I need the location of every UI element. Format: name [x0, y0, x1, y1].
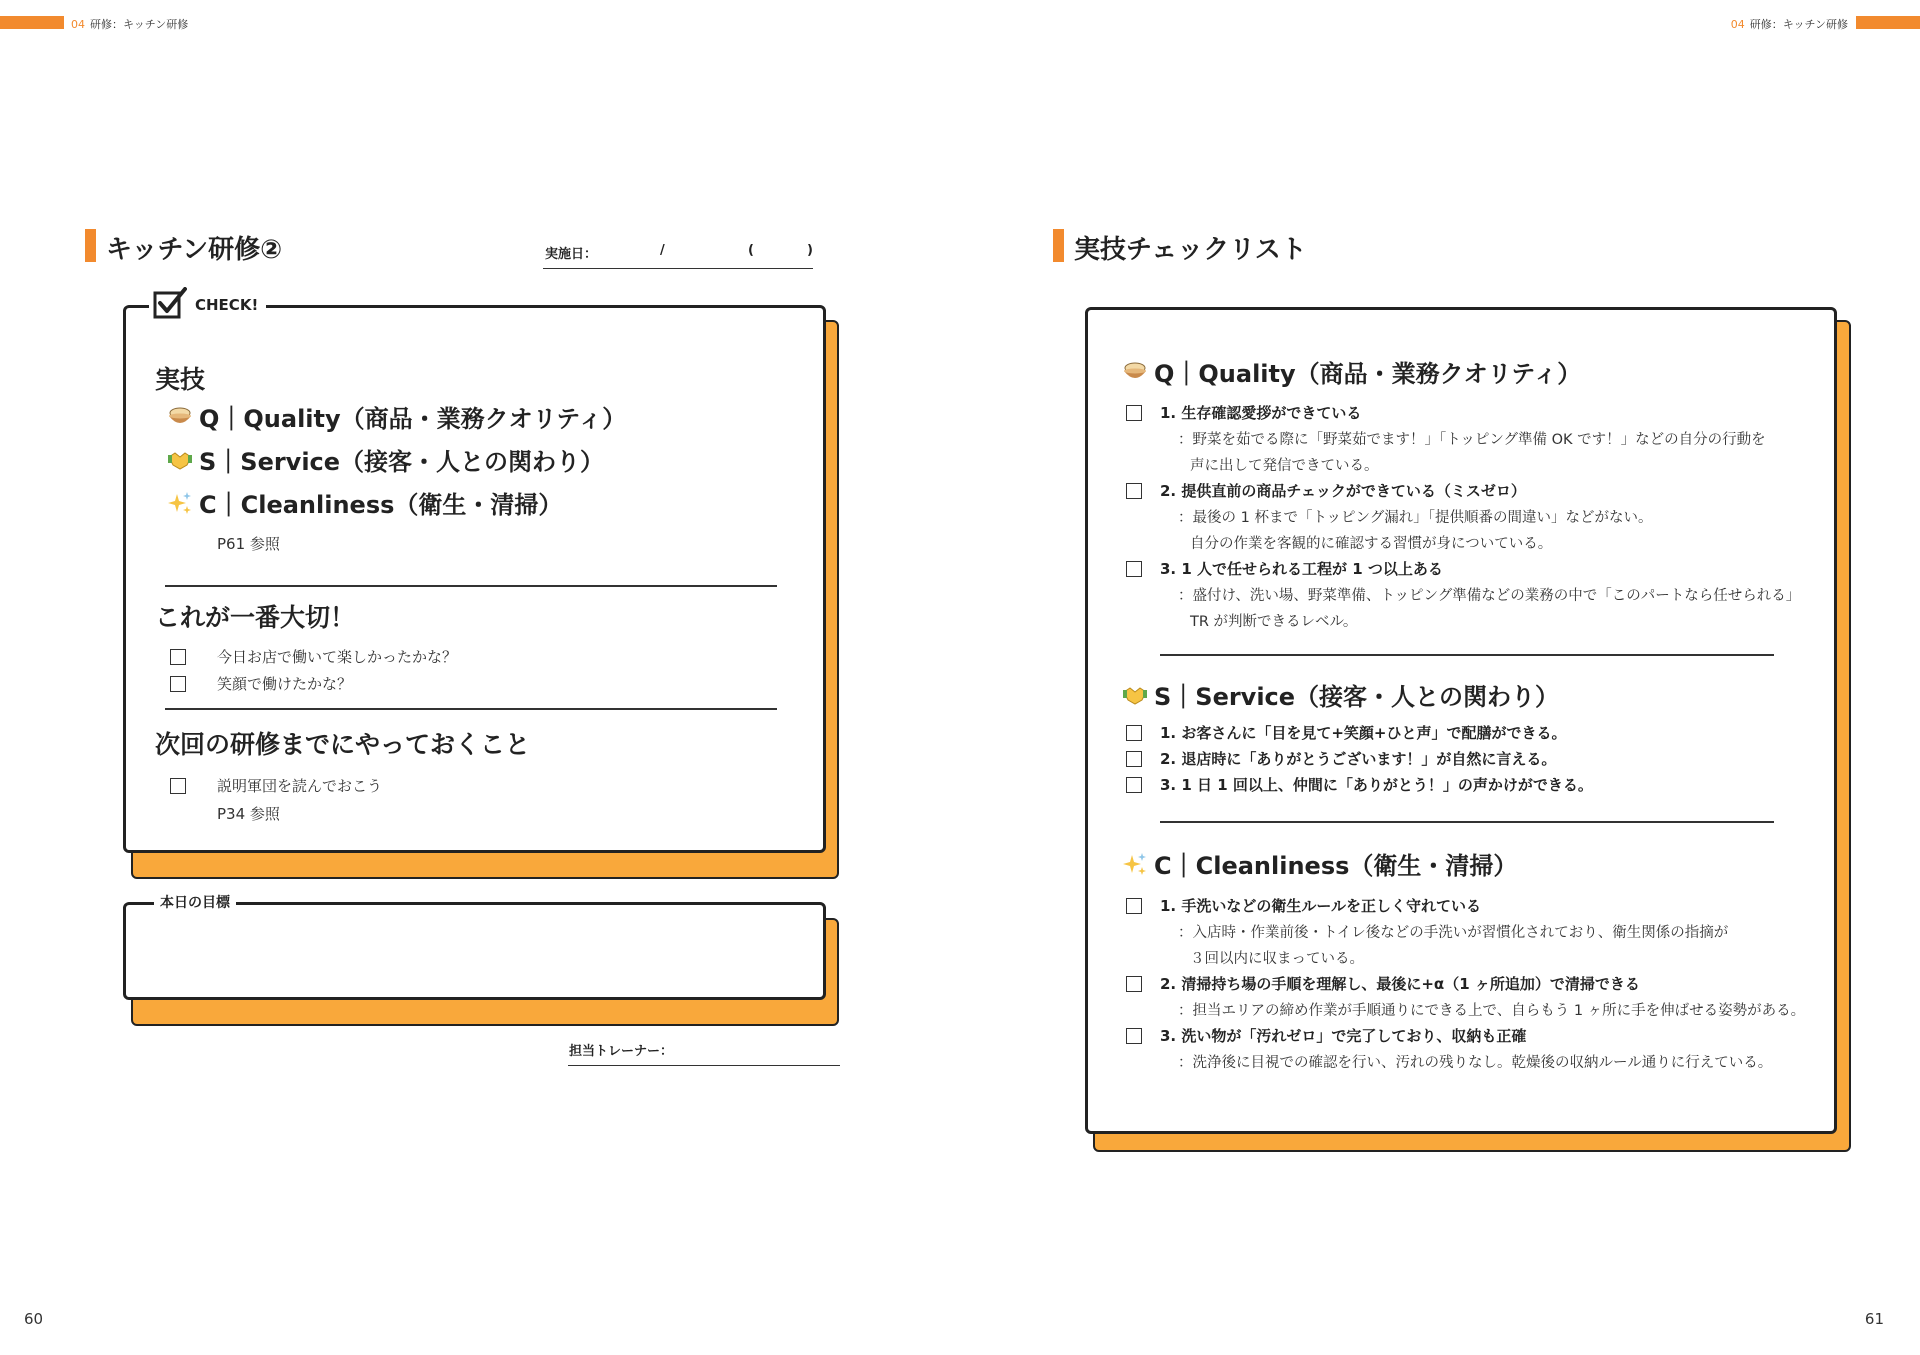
header-accent-bar-left: [0, 16, 64, 29]
important-heading: これが一番大切！: [155, 603, 356, 632]
item-description: 声に出して発信できている。: [1190, 458, 1379, 474]
header-accent-bar-right: [1856, 16, 1920, 29]
checkbox[interactable]: [1126, 725, 1142, 741]
checkbox[interactable]: [1126, 777, 1142, 793]
item-description: ：洗浄後に目視での確認を行い、汚れの残りなし。乾燥後の収納ルール通りに行えている。: [1178, 1055, 1773, 1071]
checklist-item[interactable]: 3. 1 日 1 回以上、仲間に「ありがとう！」の声かけができる。: [1126, 774, 1593, 795]
list-item[interactable]: 笑顔で働けたかな？: [170, 673, 352, 694]
check-tag: [149, 288, 266, 322]
qsc-service: S｜Service（接客・人との関わり）: [167, 442, 604, 477]
checkbox[interactable]: [1126, 405, 1142, 421]
page-number-left: 60: [24, 1310, 44, 1328]
checklist-item[interactable]: 3. 洗い物が「汚れゼロ」で完了しており、収納も正確: [1126, 1025, 1526, 1046]
header-right: 04 研修：キッチン研修: [1730, 18, 1848, 31]
checkbox[interactable]: [1126, 976, 1142, 992]
item-description: 自分の作業を客観的に確認する習慣が身についている。: [1190, 536, 1553, 552]
list-item[interactable]: 今日お店で働いて楽しかったかな？: [170, 646, 457, 667]
page-title-right: 実技チェックリスト: [1074, 235, 1307, 265]
divider: [1160, 821, 1774, 823]
divider: [165, 585, 777, 587]
goal-label: 本日の目標: [154, 892, 236, 912]
header-left: 04 研修：キッチン研修: [71, 18, 189, 31]
check-label: CHECK!: [195, 296, 259, 314]
check-card: [123, 305, 826, 853]
checklist-item[interactable]: 1. お客さんに「目を見て+笑顔+ひと声」で配膳ができる。: [1126, 722, 1567, 743]
divider: [1160, 654, 1774, 656]
item-description: TR が判断できるレベル。: [1190, 614, 1358, 630]
item-description: ：入店時・作業前後・トイレ後などの手洗いが習慣化されており、衛生関係の指摘が: [1178, 925, 1729, 941]
jitsugi-heading: 実技: [155, 365, 206, 394]
checklist-item[interactable]: 1. 手洗いなどの衛生ルールを正しく守れている: [1126, 895, 1481, 916]
qsc-quality: Q｜Quality（商品・業務クオリティ）: [167, 399, 626, 434]
divider: [165, 708, 777, 710]
checkbox[interactable]: [170, 778, 186, 794]
item-description: ：担当エリアの締め作業が手順通りにできる上で、自らもう 1 ヶ所に手を伸ばせる姿勢がある。: [1178, 1003, 1806, 1019]
section-service-title: S｜Service（接客・人との関わり）: [1122, 677, 1559, 712]
title-marker-right: [1053, 229, 1064, 262]
checkbox-checked-icon: [153, 287, 187, 323]
item-description: ３回以内に収まっている。: [1190, 951, 1364, 967]
goal-card[interactable]: [123, 902, 826, 1000]
checkbox[interactable]: [1126, 898, 1142, 914]
item-description: ：盛付け、洗い場、野菜準備、トッピング準備などの業務の中で「このパートなら任せられる」: [1178, 588, 1801, 604]
checklist-item[interactable]: 2. 退店時に「ありがとうございます！」が自然に言える。: [1126, 748, 1556, 769]
checkbox[interactable]: [1126, 483, 1142, 499]
item-description: ：野菜を茹でる際に「野菜茹でます！」「トッピング準備 OK です！」などの自分の行動を: [1178, 432, 1766, 448]
rice-bowl-icon: [1122, 359, 1148, 385]
trainer-field[interactable]: 担当トレーナー：: [568, 1038, 840, 1066]
checkbox[interactable]: [170, 649, 186, 665]
date-field[interactable]: 実施日： / ( ): [543, 243, 813, 269]
next-reference: P34 参照: [217, 805, 280, 823]
next-heading: 次回の研修までにやっておくこと: [155, 730, 531, 759]
qsc-cleanliness: C｜Cleanliness（衛生・清掃）: [167, 485, 562, 520]
checklist-item[interactable]: 2. 清掃持ち場の手順を理解し、最後に+α（1 ヶ所追加）で清掃できる: [1126, 973, 1640, 994]
rice-bowl-icon: [167, 404, 193, 430]
sparkles-icon: [167, 490, 193, 516]
checklist-item[interactable]: 3. 1 人で任せられる工程が 1 つ以上ある: [1126, 558, 1443, 579]
section-quality-title: Q｜Quality（商品・業務クオリティ）: [1122, 354, 1581, 389]
checkbox[interactable]: [1126, 751, 1142, 767]
section-cleanliness-title: C｜Cleanliness（衛生・清掃）: [1122, 846, 1517, 881]
page-number-right: 61: [1864, 1310, 1884, 1328]
checklist-item[interactable]: 1. 生存確認愛拶ができている: [1126, 402, 1361, 423]
page-title-left: キッチン研修②: [106, 235, 283, 265]
qsc-reference: P61 参照: [217, 535, 280, 553]
item-description: ：最後の 1 杯まで「トッピング漏れ」「提供順番の間違い」などがない。: [1178, 510, 1653, 526]
checklist-item[interactable]: 2. 提供直前の商品チェックができている（ミスゼロ）: [1126, 480, 1526, 501]
title-marker-left: [85, 229, 96, 262]
sparkles-icon: [1122, 851, 1148, 877]
checkbox[interactable]: [1126, 561, 1142, 577]
checkbox[interactable]: [170, 676, 186, 692]
handshake-icon: [167, 447, 193, 473]
checkbox[interactable]: [1126, 1028, 1142, 1044]
list-item[interactable]: 説明軍団を読んでおこう: [170, 775, 382, 796]
handshake-icon: [1122, 682, 1148, 708]
